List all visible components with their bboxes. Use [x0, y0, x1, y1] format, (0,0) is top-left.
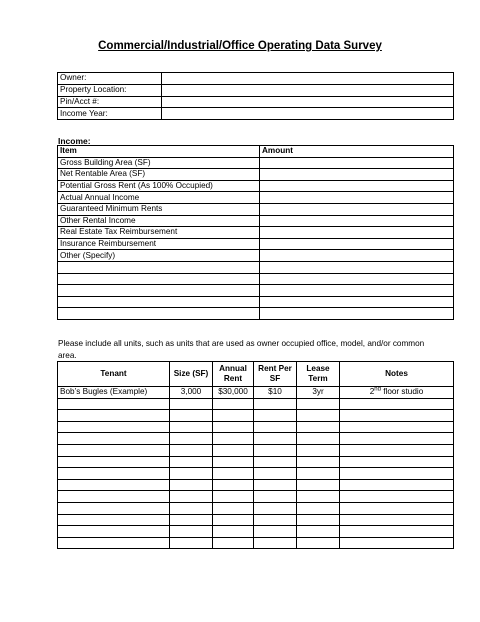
info-label: Income Year: [58, 108, 162, 120]
tenant-cell-field[interactable] [58, 491, 170, 503]
tenant-cell-field[interactable] [213, 479, 254, 491]
tenant-cell-field[interactable] [58, 421, 170, 433]
tenant-cell-field[interactable] [58, 502, 170, 514]
income-amount-field[interactable] [260, 192, 454, 204]
tenant-cell-field[interactable] [340, 410, 454, 422]
col-item-header: Item [58, 146, 260, 158]
income-item-cell: Real Estate Tax Reimbursement [58, 227, 260, 239]
tenant-cell-field[interactable] [213, 444, 254, 456]
annual-rent-header: Annual Rent [213, 362, 254, 387]
tenant-cell-field[interactable] [297, 491, 340, 503]
income-row [58, 261, 454, 273]
tenant-cell-field[interactable] [340, 456, 454, 468]
income-row [58, 296, 454, 308]
tenant-cell-field[interactable] [254, 468, 297, 480]
income-table [57, 145, 454, 320]
income-item-cell: Net Rentable Area (SF) [58, 169, 260, 181]
income-row [58, 169, 454, 181]
example-rent-per-sf: $10 [254, 387, 297, 399]
tenant-cell-field[interactable] [170, 537, 213, 549]
income-item-cell[interactable] [58, 296, 260, 308]
tenant-cell-field[interactable] [297, 514, 340, 526]
tenant-cell-field[interactable] [58, 537, 170, 549]
tenant-row [58, 491, 454, 503]
income-item-cell[interactable] [58, 285, 260, 297]
income-item-cell: Potential Gross Rent (As 100% Occupied) [58, 180, 260, 192]
income-row [58, 203, 454, 215]
tenant-row [58, 410, 454, 422]
tenant-table [57, 361, 454, 549]
tenant-cell-field[interactable] [297, 537, 340, 549]
tenant-row [58, 526, 454, 538]
info-row [58, 84, 454, 96]
tenant-cell-field[interactable] [213, 526, 254, 538]
income-row [58, 308, 454, 320]
income-heading: Income: [58, 136, 91, 146]
owner-info-table [57, 72, 454, 120]
example-notes [340, 387, 454, 399]
tenant-cell-field[interactable] [254, 456, 297, 468]
tenant-cell-field[interactable] [170, 502, 213, 514]
tenant-cell-field[interactable] [170, 444, 213, 456]
info-value-field[interactable] [162, 96, 454, 108]
tenant-cell-field[interactable] [213, 398, 254, 410]
tenant-cell-field[interactable] [297, 526, 340, 538]
tenant-cell-field[interactable] [213, 514, 254, 526]
page-title: Commercial/Industrial/Office Operating Data Survey [98, 40, 382, 52]
tenant-cell-field[interactable] [340, 468, 454, 480]
tenant-cell-field[interactable] [254, 537, 297, 549]
tenant-cell-field[interactable] [254, 398, 297, 410]
tenant-cell-field[interactable] [213, 537, 254, 549]
income-amount-field[interactable] [260, 250, 454, 262]
tenant-cell-field[interactable] [340, 537, 454, 549]
tenant-cell-field[interactable] [340, 479, 454, 491]
tenant-header-row [58, 362, 454, 387]
tenant-cell-field[interactable] [297, 421, 340, 433]
info-value-field[interactable] [162, 73, 454, 85]
info-row [58, 108, 454, 120]
income-item-cell: Insurance Reimbursement [58, 238, 260, 250]
tenant-cell-field[interactable] [254, 526, 297, 538]
income-amount-field[interactable] [260, 227, 454, 239]
tenant-cell-field[interactable] [297, 456, 340, 468]
income-item-cell[interactable] [58, 261, 260, 273]
income-amount-field[interactable] [260, 273, 454, 285]
tenant-cell-field[interactable] [170, 433, 213, 445]
tenant-row [58, 398, 454, 410]
tenant-cell-field[interactable] [170, 514, 213, 526]
income-row [58, 250, 454, 262]
info-value-field[interactable] [162, 84, 454, 96]
income-amount-field[interactable] [260, 261, 454, 273]
tenant-row [58, 514, 454, 526]
tenant-cell-field[interactable] [254, 444, 297, 456]
tenant-cell-field[interactable] [340, 514, 454, 526]
income-amount-field[interactable] [260, 169, 454, 181]
tenant-cell-field[interactable] [213, 421, 254, 433]
tenant-cell-field[interactable] [340, 444, 454, 456]
units-note: Please include all units, such as units that are used as owner occupied office, model, and/or common area. [58, 339, 425, 360]
income-item-cell[interactable] [58, 273, 260, 285]
tenant-cell-field[interactable] [58, 398, 170, 410]
income-item-cell: Other (Specify) [58, 250, 260, 262]
tenant-cell-field[interactable] [254, 479, 297, 491]
income-amount-field[interactable] [260, 180, 454, 192]
tenant-cell-field[interactable] [58, 479, 170, 491]
tenant-row [58, 537, 454, 549]
income-amount-field[interactable] [260, 157, 454, 169]
tenant-cell-field[interactable] [213, 433, 254, 445]
lease-term-header: Lease Term [297, 362, 340, 387]
tenant-cell-field[interactable] [340, 421, 454, 433]
income-item-cell: Other Rental Income [58, 215, 260, 227]
income-item-cell: Actual Annual Income [58, 192, 260, 204]
tenant-cell-field[interactable] [340, 433, 454, 445]
tenant-row [58, 502, 454, 514]
tenant-cell-field[interactable] [254, 421, 297, 433]
example-notes-number: 2 [369, 387, 375, 397]
income-item-cell[interactable] [58, 308, 260, 320]
tenant-row [58, 468, 454, 480]
info-row [58, 96, 454, 108]
info-label: Pin/Acct #: [58, 96, 162, 108]
tenant-cell-field[interactable] [297, 410, 340, 422]
tenant-cell-field[interactable] [170, 421, 213, 433]
size-header: Size (SF) [170, 362, 213, 387]
income-amount-field[interactable] [260, 296, 454, 308]
tenant-cell-field[interactable] [297, 479, 340, 491]
tenant-cell-field[interactable] [170, 468, 213, 480]
example-tenant: Bob’s Bugles (Example) [58, 387, 170, 399]
tenant-cell-field[interactable] [58, 456, 170, 468]
notes-header: Notes [340, 362, 454, 387]
tenant-cell-field[interactable] [170, 398, 213, 410]
tenant-row [58, 433, 454, 445]
tenant-cell-field[interactable] [254, 410, 297, 422]
tenant-row [58, 421, 454, 433]
income-amount-field[interactable] [260, 285, 454, 297]
tenant-cell-field[interactable] [170, 410, 213, 422]
tenant-example-row [58, 387, 454, 399]
tenant-cell-field[interactable] [58, 514, 170, 526]
income-row [58, 215, 454, 227]
tenant-row [58, 456, 454, 468]
info-row [58, 73, 454, 85]
tenant-row [58, 444, 454, 456]
tenant-cell-field[interactable] [297, 502, 340, 514]
tenant-cell-field[interactable] [297, 433, 340, 445]
income-amount-field[interactable] [260, 215, 454, 227]
tenant-cell-field[interactable] [213, 491, 254, 503]
tenant-cell-field[interactable] [254, 491, 297, 503]
tenant-cell-field[interactable] [340, 398, 454, 410]
info-label: Property Location: [58, 84, 162, 96]
income-amount-field[interactable] [260, 203, 454, 215]
income-row [58, 192, 454, 204]
tenant-cell-field[interactable] [254, 514, 297, 526]
tenant-row [58, 479, 454, 491]
income-amount-field[interactable] [260, 308, 454, 320]
info-label: Owner: [58, 73, 162, 85]
income-row [58, 273, 454, 285]
tenant-cell-field[interactable] [254, 433, 297, 445]
example-notes-sup: nd [374, 386, 381, 393]
income-row [58, 285, 454, 297]
income-item-cell: Gross Building Area (SF) [58, 157, 260, 169]
rent-per-sf-header: Rent Per SF [254, 362, 297, 387]
tenant-cell-field[interactable] [58, 444, 170, 456]
income-row [58, 180, 454, 192]
tenant-cell-field[interactable] [297, 468, 340, 480]
tenant-cell-field[interactable] [213, 502, 254, 514]
income-item-cell: Guaranteed Minimum Rents [58, 203, 260, 215]
tenant-cell-field[interactable] [58, 410, 170, 422]
example-lease-term: 3yr [297, 387, 340, 399]
tenant-cell-field[interactable] [297, 444, 340, 456]
tenant-cell-field[interactable] [340, 502, 454, 514]
income-row [58, 227, 454, 239]
tenant-cell-field[interactable] [340, 526, 454, 538]
tenant-cell-field[interactable] [170, 456, 213, 468]
info-value-field[interactable] [162, 108, 454, 120]
income-row [58, 157, 454, 169]
tenant-cell-field[interactable] [213, 456, 254, 468]
tenant-header: Tenant [58, 362, 170, 387]
example-notes-text: floor studio [380, 387, 424, 397]
tenant-cell-field[interactable] [213, 410, 254, 422]
tenant-cell-field[interactable] [213, 468, 254, 480]
tenant-cell-field[interactable] [340, 491, 454, 503]
income-header-row [58, 146, 454, 158]
example-annual-rent: $30,000 [213, 387, 254, 399]
tenant-cell-field[interactable] [170, 526, 213, 538]
tenant-cell-field[interactable] [58, 468, 170, 480]
income-row [58, 238, 454, 250]
tenant-cell-field[interactable] [58, 433, 170, 445]
tenant-cell-field[interactable] [170, 479, 213, 491]
tenant-cell-field[interactable] [254, 502, 297, 514]
tenant-cell-field[interactable] [58, 526, 170, 538]
tenant-cell-field[interactable] [170, 491, 213, 503]
col-amount-header: Amount [260, 146, 454, 158]
income-amount-field[interactable] [260, 238, 454, 250]
example-size: 3,000 [170, 387, 213, 399]
tenant-cell-field[interactable] [297, 398, 340, 410]
